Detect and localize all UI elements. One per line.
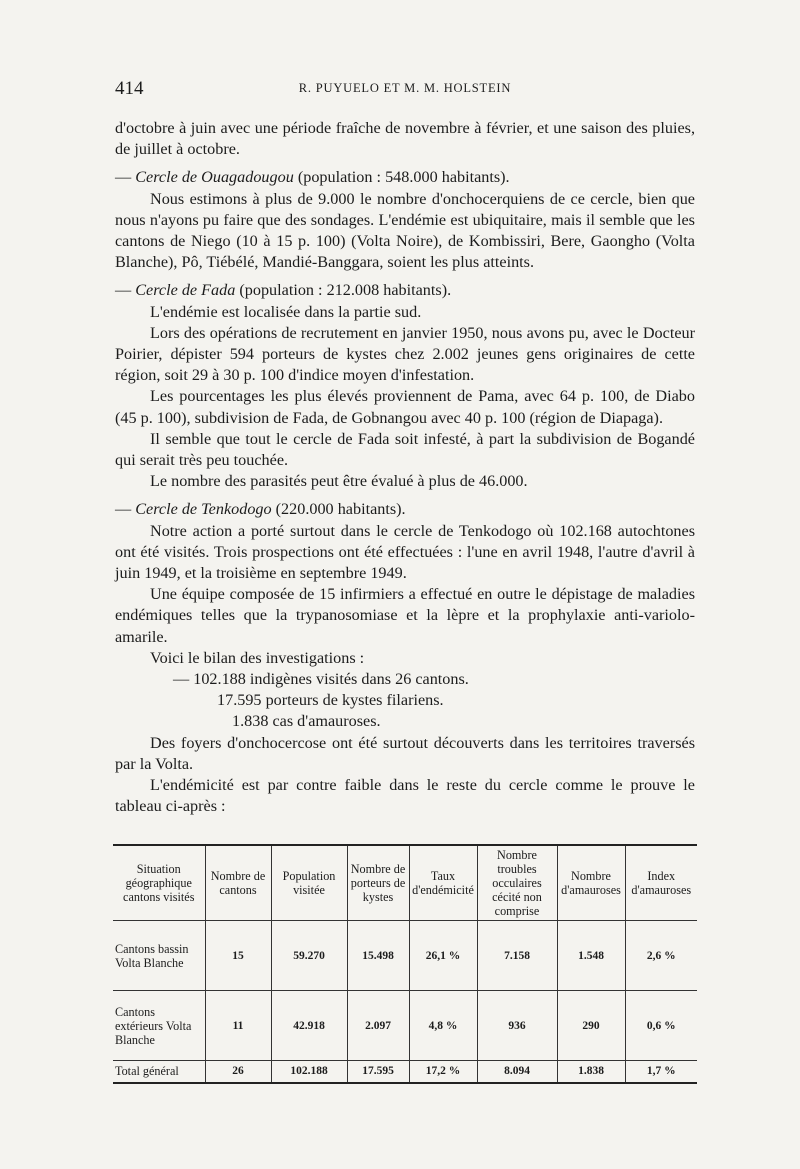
table-cell: 8.094 — [477, 1061, 557, 1083]
table-cell: 2,6 % — [625, 921, 697, 991]
paragraph: Notre action a porté surtout dans le cercle de Tenkodogo où 102.168 autochtones ont été visités. Trois prospections ont été effectuées : l'une en avril 1948, l'autre d'avril à juin 1949, et la troisième en septembre 1949. — [115, 521, 695, 583]
table-cell: 42.918 — [271, 991, 347, 1061]
list-item: 17.595 porteurs de kystes filariens. — [217, 691, 444, 710]
table-cell: 1,7 % — [625, 1061, 697, 1083]
table-total-row — [113, 1061, 697, 1083]
results-table — [113, 844, 697, 1084]
table-cell: Total général — [113, 1061, 205, 1083]
paragraph: L'endémicité est par contre faible dans le reste du cercle comme le prouve le tableau ci-après : — [115, 776, 695, 816]
paragraph: Des foyers d'onchocercose ont été surtout découverts dans les territoires traversés par la Volta. — [115, 733, 695, 773]
table-cell: 290 — [557, 991, 625, 1061]
results-list — [115, 669, 695, 733]
paragraph: Nous estimons à plus de 9.000 le nombre d'onchocerquiens de ce cercle, bien que nous n'ayons pu faire que des sondages. L'endémie est ubiquitaire, mais il semble que les cantons de Niego (10 à 15 p. 100) (Volta Noire), de Kombissiri, Bere, Gaongho (Volta Blanche), Pô, Tiébélé, Mandié-Banggara, soient les plus atteints. — [115, 189, 695, 272]
paragraph: Il semble que tout le cercle de Fada soit infesté, à part la subdivision de Bogandé qui serait très peu touchée. — [115, 429, 695, 470]
table-header-row — [113, 845, 697, 921]
table-cell: 26,1 % — [409, 921, 477, 991]
page-header — [115, 78, 695, 102]
column-header: Index d'amauroses — [625, 845, 697, 921]
table-cell: Cantons bassin Volta Blanche — [113, 921, 205, 991]
table-cell: 1.838 — [557, 1061, 625, 1083]
table-cell: 11 — [205, 991, 271, 1061]
table-cell: 15 — [205, 921, 271, 991]
page-number: 414 — [115, 78, 144, 99]
table-cell: 0,6 % — [625, 991, 697, 1061]
table-cell: 17.595 — [347, 1061, 409, 1083]
table-cell: 936 — [477, 991, 557, 1061]
section-heading-tenkodogo: — Cercle de Tenkodogo (220.000 habitants). — [115, 500, 406, 519]
table-cell: 7.158 — [477, 921, 557, 991]
paragraph: Lors des opérations de recrutement en janvier 1950, nous avons pu, avec le Docteur Poirier, dépister 594 porteurs de kystes chez 2.002 jeunes gens originaires de cette région, soit 29 à 30 p. 100 d'indice moyen d'infestation. — [115, 323, 695, 385]
column-header: Nombre de porteurs de kystes — [347, 845, 409, 921]
column-header: Nombre d'amauroses — [557, 845, 625, 921]
table-cell: 15.498 — [347, 921, 409, 991]
paragraph: d'octobre à juin avec une période fraîche de novembre à février, et une saison des pluies, de juillet à octobre. — [115, 119, 695, 159]
column-header: Population visitée — [271, 845, 347, 921]
paragraph: Les pourcentages les plus élevés proviennent de Pama, avec 64 p. 100, de Diabo (45 p. 100), subdivision de Fada, de Gobnangou avec 40 p. 100 (région de Diapaga). — [115, 387, 695, 427]
table-cell: 1.548 — [557, 921, 625, 991]
running-title: R. PUYUELO ET M. M. HOLSTEIN — [298, 81, 512, 95]
body-text — [115, 118, 695, 818]
table-cell: 59.270 — [271, 921, 347, 991]
table-cell: 17,2 % — [409, 1061, 477, 1083]
paragraph: Une équipe composée de 15 infirmiers a effectué en outre le dépistage de maladies endémiques telles que la trypanosomiase et la lèpre et la prophylaxie anti-variolo-amarile. — [115, 585, 695, 646]
paragraph: L'endémie est localisée dans la partie sud. — [150, 302, 422, 321]
table-cell: Cantons extérieurs Volta Blanche — [113, 991, 205, 1061]
table-cell: 26 — [205, 1061, 271, 1083]
table-cell: 2.097 — [347, 991, 409, 1061]
column-header: Situation géographique cantons visités — [113, 845, 205, 921]
column-header: Taux d'endémicité — [409, 845, 477, 921]
section-heading-ouagadougou: — Cercle de Ouagadougou (population : 548.000 habitants). — [115, 168, 510, 187]
column-header: Nombre troubles occulaires cécité non comprise — [477, 845, 557, 921]
list-item: — 102.188 indigènes visités dans 26 cantons. — [173, 670, 469, 689]
paragraph: Voici le bilan des investigations : — [150, 648, 365, 667]
column-header: Nombre de cantons — [205, 845, 271, 921]
table-row — [113, 991, 697, 1061]
table-cell: 4,8 % — [409, 991, 477, 1061]
list-item: 1.838 cas d'amauroses. — [232, 712, 381, 731]
paragraph: Le nombre des parasités peut être évalué à plus de 46.000. — [150, 472, 528, 491]
table-row — [113, 921, 697, 991]
section-heading-fada: — Cercle de Fada (population : 212.008 habitants). — [115, 281, 452, 300]
table-cell: 102.188 — [271, 1061, 347, 1083]
